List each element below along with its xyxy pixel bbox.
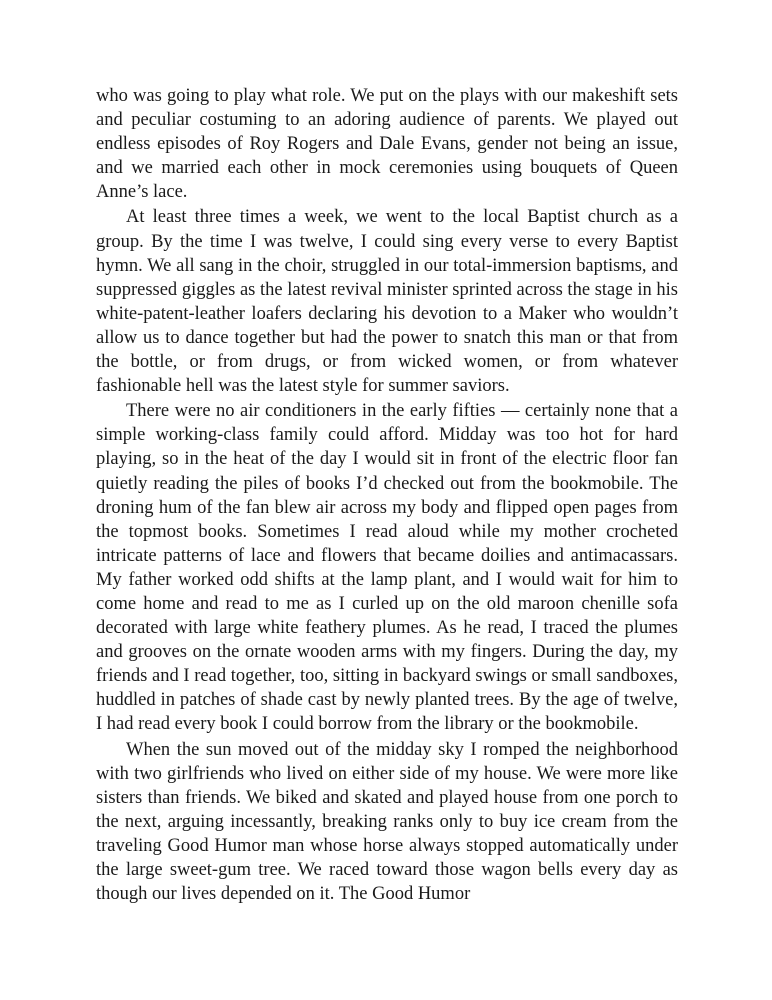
document-page: [96, 84, 678, 907]
paragraph-4: When the sun moved out of the midday sky I romped the neighborhood with two girlfriends who lived on either side of my house. We were more like sisters than friends. We biked and skated and played house from one porch to the next, arguing incessantly, breaking ranks only to buy ice cream from the traveling Good Humor man whose horse always stopped automatically under the large sweet-gum tree. We raced toward those wagon bells every day as though our lives depended on it. The Good Humor: [96, 739, 678, 905]
paragraph-3: There were no air conditioners in the early fifties — certainly none that a simple working-class family could afford. Midday was too hot for hard playing, so in the heat of the day I would sit in front of the electric floor fan quietly reading the piles of books I’d checked out from the bookmobile. The droning hum of the fan blew air across my body and flipped open pages from the topmost books. Sometimes I read aloud while my mother crocheted intricate patterns of lace and flowers that became doilies and antimacassars. My father worked odd shifts at the lamp plant, and I would wait for him to come home and read to me as I curled up on the old maroon chenille sofa decorated with large white feathery plumes. As he read, I traced the plumes and grooves on the ornate wooden arms with my fingers. During the day, my friends and I read together, too, sitting in backyard swings or small sandboxes, huddled in patches of shade cast by newly planted trees. By the age of twelve, I had read every book I could borrow from the library or the bookmobile.: [96, 401, 678, 735]
paragraph-2: At least three times a week, we went to the local Baptist church as a group. By the time I was twelve, I could sing every verse to every Baptist hymn. We all sang in the choir, struggled in our total-immersion baptisms, and suppressed giggles as the latest revival minister sprinted across the stage in his white-patent-leather loafers declaring his devotion to a Maker who wouldn’t allow us to dance together but had the power to snatch this man or that from the bottle, or from drugs, or from wicked women, or from whatever fashionable hell was the latest style for summer saviors.: [96, 207, 678, 397]
paragraph-1: who was going to play what role. We put on the plays with our makeshift sets and peculiar costuming to an adoring audience of parents. We played out endless episodes of Roy Rogers and Dale Evans, gender not being an issue, and we married each other in mock ceremonies using bouquets of Queen Anne’s lace.: [96, 86, 678, 203]
